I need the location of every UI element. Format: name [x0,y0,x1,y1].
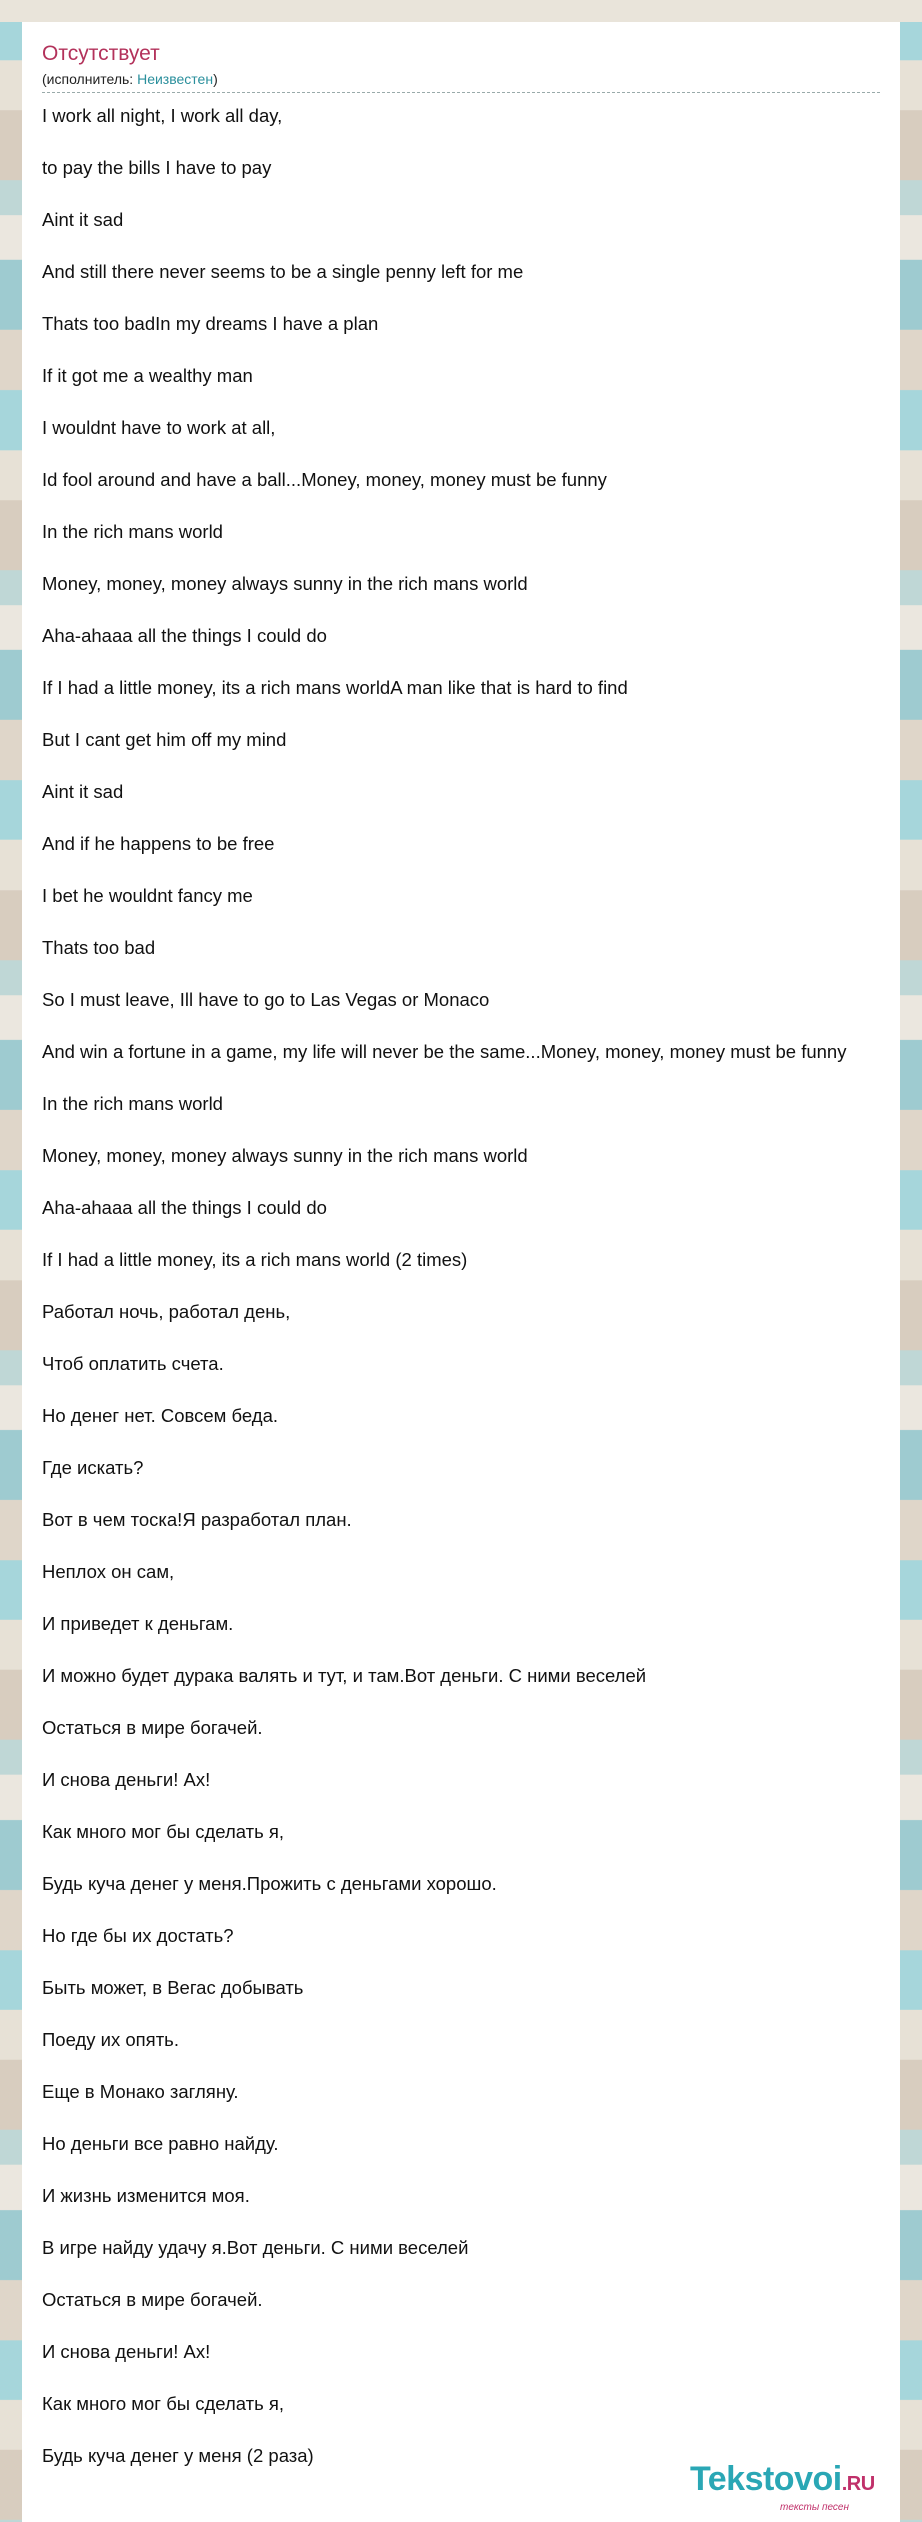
lyric-line: Поеду их опять. [42,2029,179,2050]
lyric-line: I bet he wouldnt fancy me [42,885,253,906]
lyric-line: Быть может, в Вегас добывать [42,1977,304,1998]
lyric-line: Id fool around and have a ball...Money, money, money must be funny [42,469,607,490]
logo-tld: .RU [841,2473,875,2495]
lyric-line: Но деньги все равно найду. [42,2133,279,2154]
header-divider [42,92,880,93]
lyric-line: to pay the bills I have to pay [42,157,272,178]
lyric-line: Вот в чем тоска!Я разработал план. [42,1509,352,1530]
lyric-line: Остаться в мире богачей. [42,2289,263,2310]
lyric-line: In the rich mans world [42,521,223,542]
artist-line [42,71,218,87]
lyric-line: So I must leave, Ill have to go to Las Vegas or Monaco [42,989,490,1010]
lyric-line: Работал ночь, работал день, [42,1301,291,1322]
top-background-strip [0,0,922,22]
lyric-line: Неплох он сам, [42,1561,175,1582]
lyric-line: В игре найду удачу я.Вот деньги. С ними веселей [42,2237,469,2258]
lyric-line: Money, money, money always sunny in the rich mans world [42,573,528,594]
lyric-line: Thats too badIn my dreams I have a plan [42,313,379,334]
lyric-line: Как много мог бы сделать я, [42,2393,285,2414]
lyric-line: And win a fortune in a game, my life will never be the same...Money, money, money must be funny [42,1041,847,1062]
site-logo[interactable] [690,2460,890,2520]
lyric-line: Как много мог бы сделать я, [42,1821,285,1842]
logo-name: Tekstovoi [690,2460,842,2498]
lyric-line: And if he happens to be free [42,833,275,854]
lyric-line: И можно будет дурака валять и тут, и там.Вот деньги. С ними веселей [42,1665,647,1686]
logo-tagline: тексты песен [780,2502,849,2513]
artist-link[interactable]: Неизвестен [137,71,214,87]
lyric-line: Где искать? [42,1457,144,1478]
lyric-line: Будь куча денег у меня (2 раза) [42,2445,314,2466]
artist-suffix: ) [213,71,218,87]
lyric-line: Но где бы их достать? [42,1925,234,1946]
lyric-line: I wouldnt have to work at all, [42,417,276,438]
lyric-line: Aha-ahaaa all the things I could do [42,625,327,646]
lyric-line: Aint it sad [42,781,124,802]
lyrics-list [42,102,922,2494]
lyric-line: Будь куча денег у меня.Прожить с деньгами хорошо. [42,1873,497,1894]
lyric-line: I work all night, I work all day, [42,105,283,126]
lyric-line: Aint it sad [42,209,124,230]
lyric-line: И снова деньги! Ах! [42,2341,211,2362]
lyric-line: И жизнь изменится моя. [42,2185,250,2206]
lyric-line: И снова деньги! Ах! [42,1769,211,1790]
lyric-line: If I had a little money, its a rich mans worldA man like that is hard to find [42,677,628,698]
lyric-line: And still there never seems to be a single penny left for me [42,261,524,282]
lyric-line: Thats too bad [42,937,156,958]
lyric-line: И приведет к деньгам. [42,1613,234,1634]
artist-prefix: (исполнитель: [42,71,138,87]
lyric-line: Aha-ahaaa all the things I could do [42,1197,327,1218]
lyric-line: But I cant get him off my mind [42,729,287,750]
lyrics-card [22,22,900,2522]
lyric-line: Чтоб оплатить счета. [42,1353,224,1374]
lyric-line: If I had a little money, its a rich mans world (2 times) [42,1249,468,1270]
lyric-line: Остаться в мире богачей. [42,1717,263,1738]
lyric-line: If it got me a wealthy man [42,365,253,386]
lyric-line: In the rich mans world [42,1093,223,1114]
song-title: Отсутствует [42,42,160,65]
lyric-line: Но денег нет. Совсем беда. [42,1405,279,1426]
lyric-line: Money, money, money always sunny in the rich mans world [42,1145,528,1166]
lyric-line: Еще в Монако загляну. [42,2081,239,2102]
